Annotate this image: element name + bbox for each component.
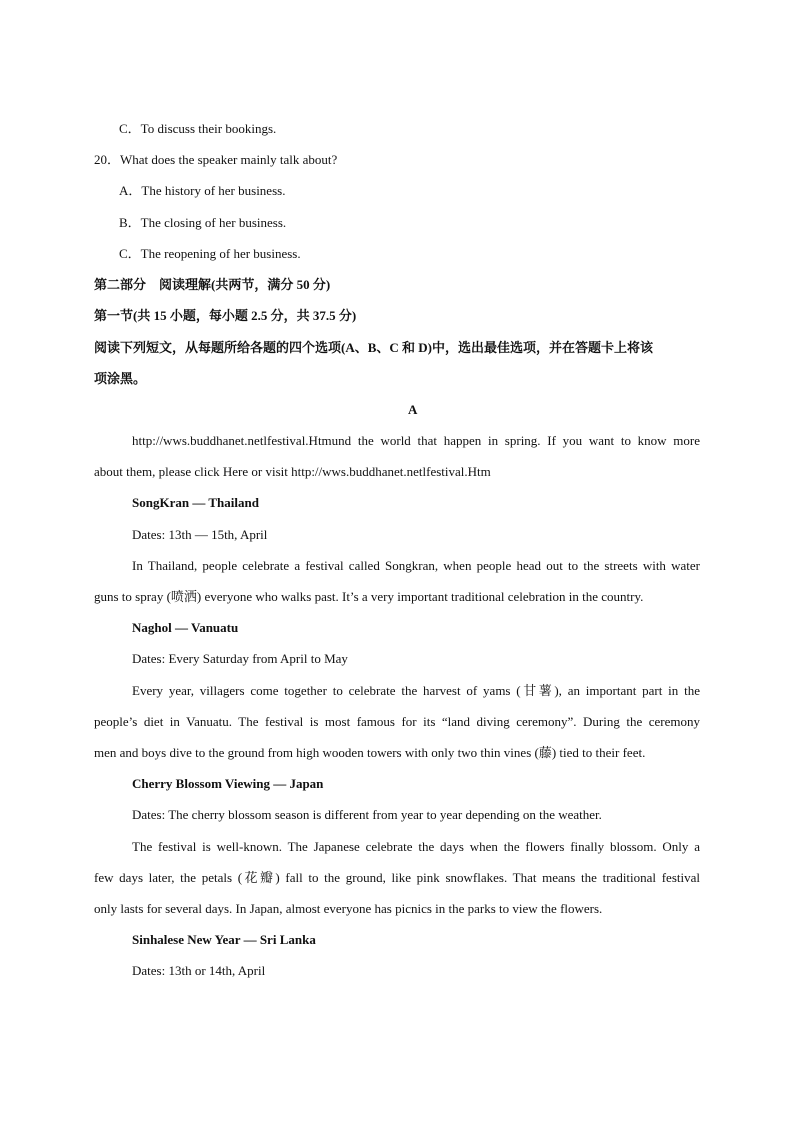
q20-question: 20．What does the speaker mainly talk about? xyxy=(94,152,338,167)
part-title: 第二部分 阅读理解(共两节，满分 50 分) xyxy=(94,277,331,292)
q20-option-c: C．The reopening of her business. xyxy=(119,246,301,261)
festival-body-line: people’s diet in Vanuatu. The festival is most famous for its “land diving ceremony”. During the ceremony xyxy=(94,714,700,729)
intro-line-2: about them, please click Here or visit http://wws.buddhanet.netlfestival.Htm xyxy=(94,464,491,479)
festival-title: Sinhalese New Year — Sri Lanka xyxy=(132,932,316,947)
festival-dates: Dates: 13th — 15th, April xyxy=(132,527,268,542)
intro-line-1: http://wws.buddhanet.netlfestival.Htmund the world that happen in spring. If you want to know more xyxy=(132,433,700,448)
festival-title: Cherry Blossom Viewing — Japan xyxy=(132,776,324,791)
q20-option-b: B．The closing of her business. xyxy=(119,215,287,230)
passage-label: A xyxy=(408,402,418,417)
festival-dates: Dates: Every Saturday from April to May xyxy=(132,651,348,666)
q20-option-a: A．The history of her business. xyxy=(119,183,286,198)
festival-body-line: men and boys dive to the ground from high wooden towers with only two thin vines (藤) tied to their feet. xyxy=(94,745,646,760)
festival-dates: Dates: The cherry blossom season is different from year to year depending on the weather. xyxy=(132,807,602,822)
festival-title: Naghol — Vanuatu xyxy=(132,620,239,635)
festival-title: SongKran — Thailand xyxy=(132,495,259,510)
section-title: 第一节(共 15 小题，每小题 2.5 分，共 37.5 分) xyxy=(94,308,357,323)
festival-body-line: In Thailand, people celebrate a festival called Songkran, when people head out to the streets with water xyxy=(132,558,700,573)
festival-body-line: guns to spray (喷洒) everyone who walks past. It’s a very important traditional celebration in the country. xyxy=(94,589,644,604)
festival-body-line: few days later, the petals (花瓣) fall to the ground, like pink snowflakes. That means the traditional festival xyxy=(94,870,700,885)
instruction-line-2: 项涂黑。 xyxy=(94,371,147,386)
festival-body-line: Every year, villagers come together to celebrate the harvest of yams (甘薯), an important part in the xyxy=(132,683,700,698)
q19-option-c: C．To discuss their bookings. xyxy=(119,121,277,136)
festival-dates: Dates: 13th or 14th, April xyxy=(132,963,266,978)
instruction-line-1: 阅读下列短文，从每题所给各题的四个选项(A、B、C 和 D)中，选出最佳选项，并在答题卡上将该 xyxy=(94,340,653,355)
festival-body-line: only lasts for several days. In Japan, almost everyone has picnics in the parks to view the flowers. xyxy=(94,901,603,916)
festival-body-line: The festival is well-known. The Japanese celebrate the days when the flowers finally blossom. Only a xyxy=(132,839,700,854)
